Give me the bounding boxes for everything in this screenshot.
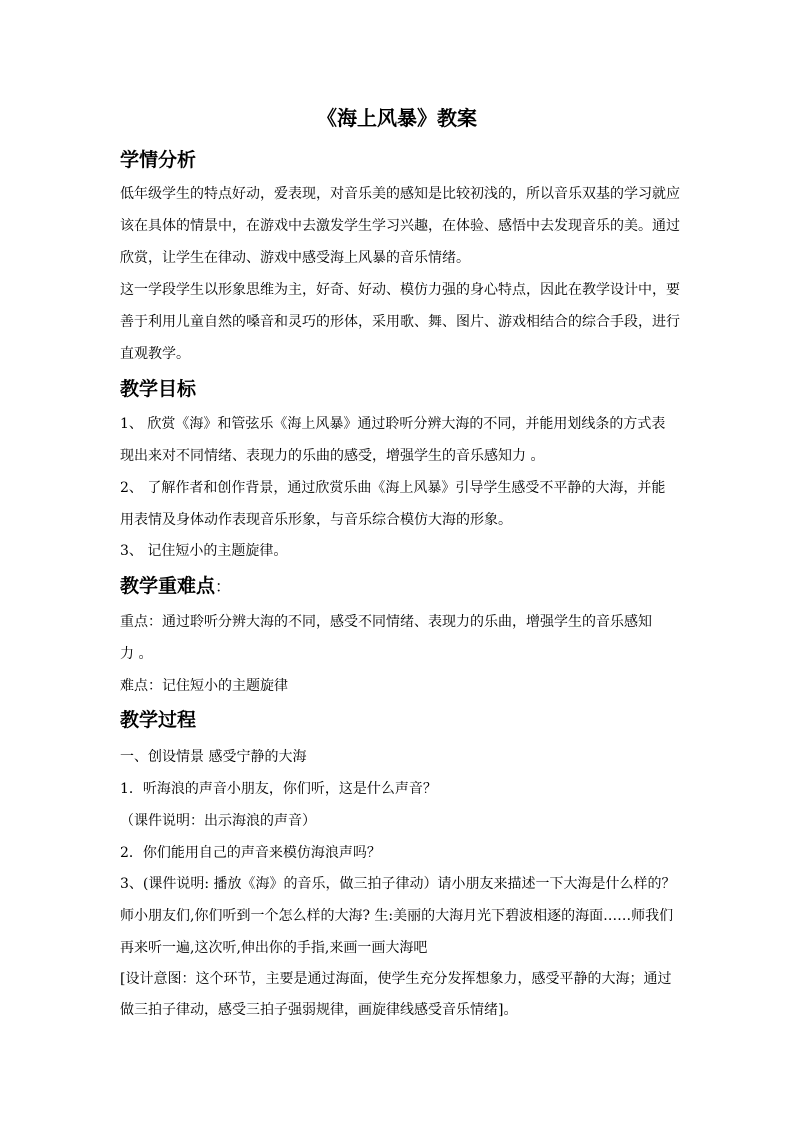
analysis-line-5: 善于利用儿童自然的嗓音和灵巧的形体，采用歌、舞、图片、游戏相结合的综合手段，进行 [120, 314, 680, 330]
analysis-line-1: 低年级学生的特点好动，爱表现，对音乐美的感知是比较初浅的，所以音乐双基的学习就应 [120, 186, 680, 202]
process-line-6: 师小朋友们,你们听到一个怎么样的大海? 生:美丽的大海月光下碧波相逐的海面……师我们 [120, 908, 674, 924]
process-line-4: 2．你们能用自己的声音来模仿海浪声吗？ [120, 845, 381, 861]
analysis-line-3: 欣赏，让学生在律动、游戏中感受海上风暴的音乐情绪。 [120, 250, 470, 266]
analysis-line-6: 直观教学。 [120, 346, 190, 362]
keypoints-line-3: 难点：记住短小的主题旋律 [120, 678, 288, 694]
process-line-9: 做三拍子律动，感受三拍子强弱规律，画旋律线感受音乐情绪]。 [120, 1002, 518, 1018]
keypoints-line-2: 力 。 [120, 646, 153, 662]
process-line-2: 1．听海浪的声音小朋友，你们听，这是什么声音？ [120, 781, 437, 797]
analysis-line-2: 该在具体的情景中，在游戏中去激发学生学习兴趣，在体验、感悟中去发现音乐的美。通过 [120, 218, 680, 234]
section-heading-analysis: 学情分析 [120, 149, 197, 171]
section-heading-process: 教学过程 [120, 709, 197, 731]
keypoints-heading-colon: ： [215, 577, 232, 596]
goals-line-5: 3、 记住短小的主题旋律。 [120, 543, 288, 559]
process-line-5: 3、(课件说明: 播放《海》的音乐，做三拍子律动）请小朋友来描述一下大海是什么样的？ [120, 876, 676, 892]
goals-line-3: 2、 了解作者和创作背景，通过欣赏乐曲《海上风暴》引导学生感受不平静的大海，并能 [120, 480, 666, 496]
document-title: 《海上风暴》教案 [317, 106, 477, 130]
goals-line-1: 1、 欣赏《海》和管弦乐《海上风暴》通过聆听分辨大海的不同，并能用划线条的方式表 [120, 416, 666, 432]
goals-line-2: 现出来对不同情绪、表现力的乐曲的感受，增强学生的音乐感知力 。 [120, 448, 545, 464]
keypoints-line-1: 重点：通过聆听分辨大海的不同，感受不同情绪、表现力的乐曲，增强学生的音乐感知 [120, 614, 652, 630]
keypoints-heading-text: 教学重难点 [120, 575, 216, 597]
process-line-3: （课件说明：出示海浪的声音） [120, 813, 316, 829]
process-line-8: [设计意图：这个环节，主要是通过海面，使学生充分发挥想象力，感受平静的大海；通过 [120, 971, 672, 987]
section-heading-goals: 教学目标 [120, 378, 197, 400]
analysis-line-4: 这一学段学生以形象思维为主，好奇、好动、模仿力强的身心特点，因此在教学设计中，要 [120, 282, 680, 298]
goals-line-4: 用表情及身体动作表现音乐形象，与音乐综合模仿大海的形象。 [120, 512, 512, 528]
section-heading-keypoints [120, 572, 231, 601]
process-line-7: 再来听一遍,这次听,伸出你的手指,来画一画大海吧 [120, 940, 428, 956]
process-line-1: 一、创设情景 感受宁静的大海 [120, 749, 307, 765]
